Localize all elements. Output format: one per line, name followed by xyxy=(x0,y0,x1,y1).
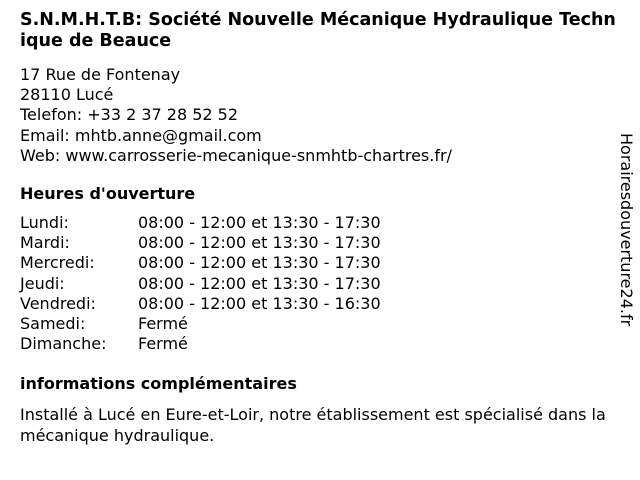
address-street: 17 Rue de Fontenay xyxy=(20,65,181,84)
email-line[interactable]: Email: mhtb.anne@gmail.com xyxy=(20,125,262,145)
additional-info-heading: informations complémentaires xyxy=(20,374,297,393)
phone-line[interactable]: Telefon: +33 2 37 28 52 52 xyxy=(20,105,239,125)
hours-time: Fermé xyxy=(138,313,188,333)
web-line[interactable]: Web: www.carrosserie-mecanique-snmhtb-chartres.fr/ xyxy=(20,145,452,165)
opening-hours-heading: Heures d'ouverture xyxy=(20,184,196,203)
hours-time: 08:00 - 12:00 et 13:30 - 17:30 xyxy=(138,213,381,232)
hours-time: 08:00 - 12:00 et 13:30 - 17:30 xyxy=(138,273,381,293)
hours-day: Mardi: xyxy=(20,233,70,253)
hours-day: Dimanche: xyxy=(20,334,107,354)
additional-info-text: Installé à Lucé en Eure-et-Loir, notre établissement est spécialisé dans la mécanique hydraulique. xyxy=(20,405,606,445)
hours-day: Mercredi: xyxy=(20,253,95,273)
watermark-text: Horairesdouverture24.fr xyxy=(617,133,636,327)
hours-day: Jeudi: xyxy=(20,273,65,293)
address-block xyxy=(20,65,452,166)
hours-day: Samedi: xyxy=(20,313,86,333)
hours-time: Fermé xyxy=(138,334,188,354)
hours-time: 08:00 - 12:00 et 13:30 - 17:30 xyxy=(138,233,381,253)
business-title: S.N.M.H.T.B: Société Nouvelle Mécanique Hydraulique Technique de Beauce xyxy=(20,10,616,51)
watermark xyxy=(611,133,640,345)
hours-day: Vendredi: xyxy=(20,293,96,313)
hours-time: 08:00 - 12:00 et 13:30 - 17:30 xyxy=(138,253,381,273)
hours-time: 08:00 - 12:00 et 13:30 - 16:30 xyxy=(138,293,381,313)
address-city: 28110 Lucé xyxy=(20,85,114,105)
hours-day: Lundi: xyxy=(20,213,69,232)
